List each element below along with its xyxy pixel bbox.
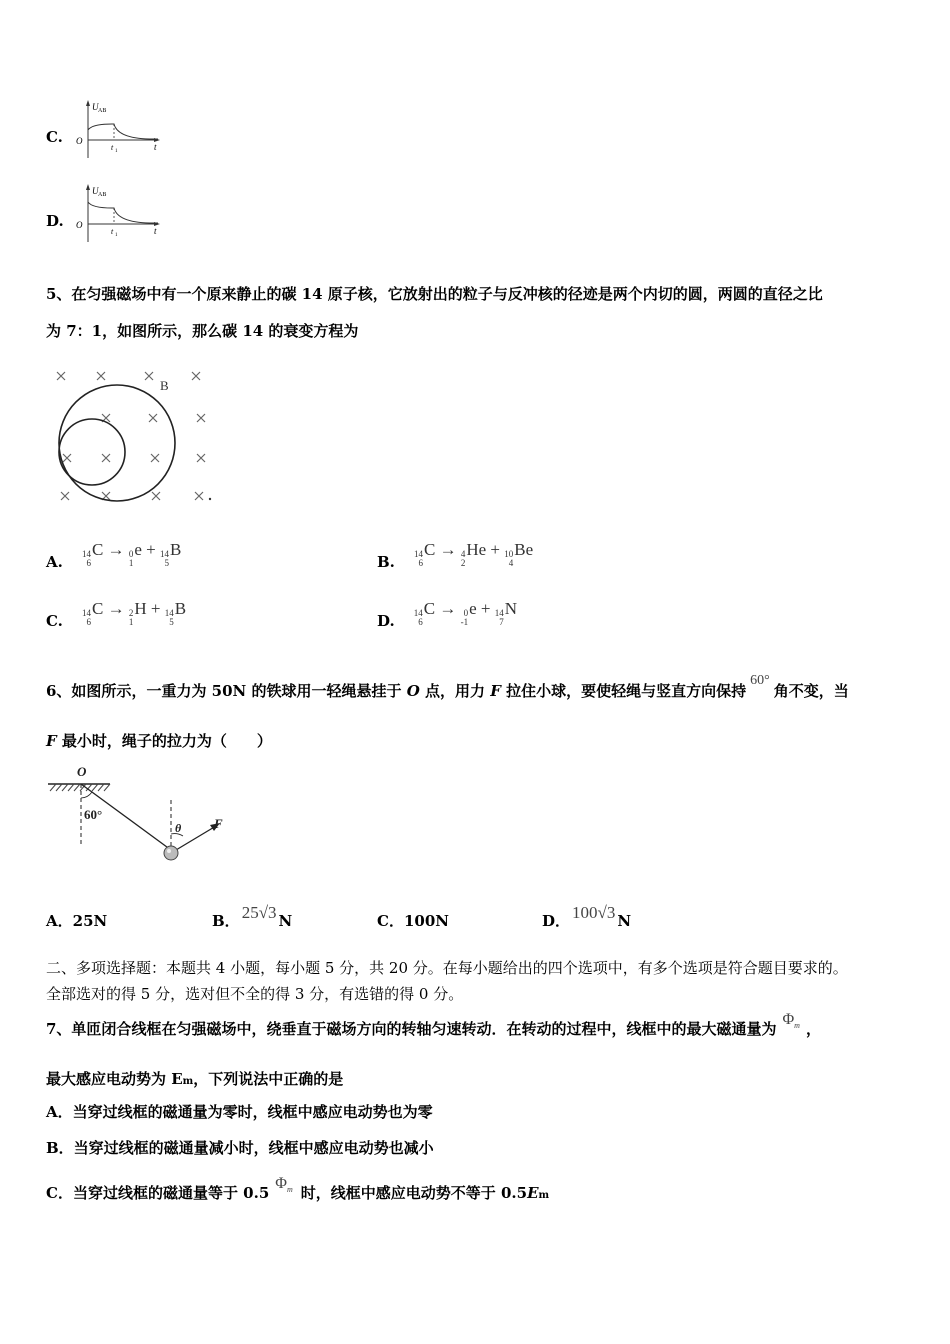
- angle-label: 60°: [84, 807, 103, 822]
- graph-y-label: U: [92, 102, 99, 112]
- graph-t1-sub: 1: [115, 149, 118, 154]
- q6-line2: F 最小时，绳子的拉力为（ ）: [46, 732, 272, 750]
- q6-line1: 6、如图所示，一重力为 50N 的铁球用一轻绳悬挂于 O 点，用力 F 拉住小球，要使轻绳与竖直方向保持60°角不变，当: [46, 673, 849, 700]
- graph-origin: O: [76, 220, 83, 230]
- q7-line1: 7、单匝闭合线框在匀强磁场中，绕垂直于磁场方向的转轴匀速转动．在转动的过程中，线框中的最大磁通量为$\Phi^m$ ，: [46, 1011, 821, 1038]
- q5-option-a[interactable]: A. 14 6 C → 0 1 e + 14 5 B: [46, 540, 182, 571]
- q7-line2: 最大感应电动势为 Em，下列说法中正确的是: [46, 1070, 344, 1088]
- graph-t1: t: [111, 227, 114, 236]
- graph-y-sub: AB: [98, 108, 107, 114]
- small-track-circle: [59, 419, 125, 485]
- field-label: B: [160, 378, 169, 393]
- force-f-label: F: [214, 816, 223, 831]
- large-track-circle: [59, 385, 175, 501]
- option-d-label: D.: [46, 212, 64, 230]
- decay-equation: 14 6 C → 4 2 He + 10 4 Be: [414, 540, 534, 568]
- q5-option-b[interactable]: B. 14 6 C → 4 2 He + 10 4 Be: [377, 540, 534, 571]
- q5-option-d[interactable]: D. 14 6 C → 0 -1 e + 14 7 N: [377, 599, 518, 630]
- math-value: 100√3: [572, 903, 616, 922]
- iron-ball-figure: [44, 762, 244, 872]
- q6-option-a[interactable]: A．25N: [46, 912, 108, 930]
- graph-t1: t: [111, 143, 114, 152]
- decay-equation: 14 6 C → 0 -1 e + 14 7 N: [413, 599, 518, 627]
- theta-label: θ: [175, 821, 182, 835]
- graph-t: t: [154, 226, 157, 236]
- q5-line2: 为 7：1，如图所示，那么碳 14 的衰变方程为: [46, 322, 359, 340]
- magnetic-field-figure: [50, 366, 220, 512]
- uab-graph-c: [74, 98, 164, 162]
- q5-line1: 5、在匀强磁场中有一个原来静止的碳 14 原子核，它放射出的粒子与反冲核的径迹是两个内切的圆，两圆的直径之比: [46, 285, 823, 303]
- graph-t: t: [154, 142, 157, 152]
- graph-y-sub: AB: [98, 192, 107, 198]
- q6-option-c[interactable]: C．100N: [377, 912, 449, 930]
- section2-line1: 二、多项选择题：本题共 4 小题，每小题 5 分，共 20 分。在每小题给出的四个选项中，有多个选项是符合题目要求的。: [46, 959, 848, 977]
- graph-y-label: U: [92, 186, 99, 196]
- section2-line2: 全部选对的得 5 分，选对但不全的得 3 分，有选错的得 0 分。: [46, 985, 464, 1003]
- q5-option-c[interactable]: C. 14 6 C → 2 1 H + 14 5 B: [46, 599, 187, 630]
- uab-graph-d: [74, 182, 164, 246]
- q7-option-c[interactable]: C．当穿过线框的磁通量等于 $0.5\Phi^m$ 时，线框中感应电动势不等于 0.5Em: [46, 1175, 550, 1202]
- decay-equation: 14 6 C → 2 1 H + 14 5 B: [82, 599, 187, 627]
- math-value: 25√3: [241, 903, 277, 922]
- decay-equation: 14 6 C → 0 1 e + 14 5 B: [81, 540, 182, 568]
- q7-option-a[interactable]: A．当穿过线框的磁通量为零时，线框中感应电动势也为零: [46, 1103, 433, 1121]
- q6-option-b[interactable]: B． 25√3 N: [212, 903, 293, 930]
- angle-value: 60°: [750, 673, 770, 688]
- phi-symbol: Φ: [275, 1175, 287, 1192]
- graph-origin: O: [76, 136, 83, 146]
- q6-option-d[interactable]: D． 100√3 N: [542, 903, 632, 930]
- phi-symbol: Φ: [782, 1011, 795, 1028]
- field-x-marks: [57, 372, 205, 500]
- q7-option-b[interactable]: B．当穿过线框的磁通量减小时，线框中感应电动势也减小: [46, 1139, 434, 1157]
- point-o-label: O: [77, 764, 87, 779]
- graph-t1-sub: 1: [115, 233, 118, 238]
- option-c-label: C.: [46, 128, 63, 146]
